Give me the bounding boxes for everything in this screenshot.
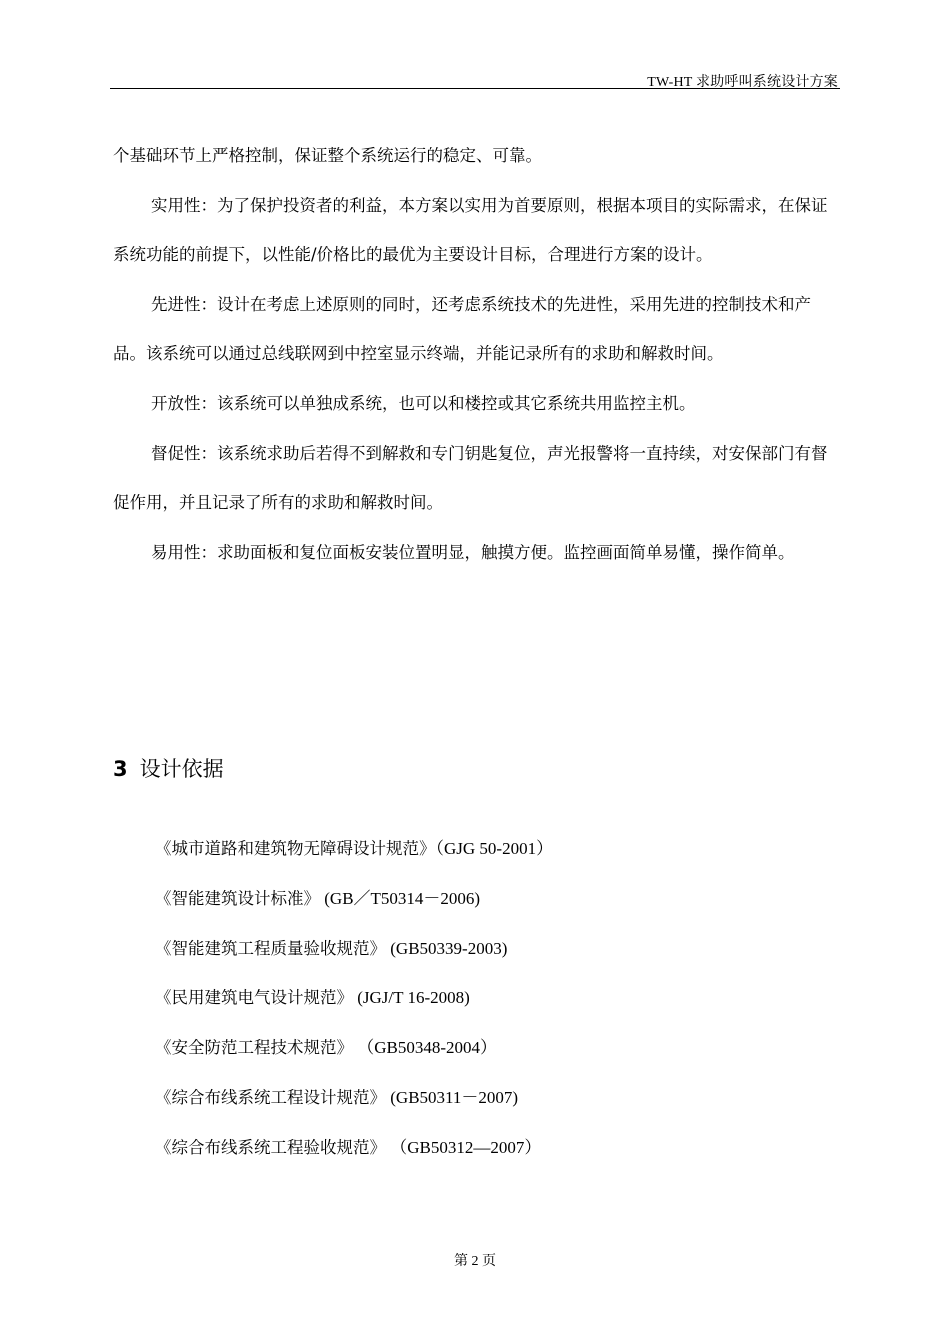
reference-title: 《民用建筑电气设计规范》 bbox=[155, 988, 353, 1008]
reference-list bbox=[155, 824, 553, 1173]
paragraph-openness: 开放性：该系统可以单独成系统，也可以和楼控或其它系统共用监控主机。 bbox=[151, 393, 696, 413]
reference-code: (GB50311－2007) bbox=[386, 1087, 519, 1107]
reference-title: 《城市道路和建筑物无障碍设计规范》 bbox=[155, 839, 436, 858]
reference-title: 《安全防范工程技术规范》 bbox=[155, 1038, 353, 1058]
reference-item bbox=[155, 824, 553, 874]
header-title: TW-HT 求助呼叫系统设计方案 bbox=[647, 75, 838, 90]
reference-title: 《综合布线系统工程设计规范》 bbox=[155, 1087, 386, 1107]
section-heading bbox=[113, 753, 224, 785]
reference-title: 《智能建筑设计标准》 bbox=[155, 888, 320, 908]
paragraph-supervision: 督促性：该系统求助后若得不到解救和专门钥匙复位，声光报警将一直持续，对安保部门有督促作用，并且记录了所有的求助和解救时间。 bbox=[113, 443, 828, 513]
section-title: 设计依据 bbox=[139, 757, 224, 781]
section-number: 3 bbox=[113, 757, 128, 781]
reference-code: （GB50312—2007） bbox=[386, 1137, 542, 1157]
reference-code: （GB50348-2004） bbox=[353, 1038, 498, 1058]
paragraph-practicality: 实用性：为了保护投资者的利益，本方案以实用为首要原则，根据本项目的实际需求，在保证系统功能的前提下，以性能/价格比的最优为主要设计目标，合理进行方案的设计。 bbox=[113, 195, 828, 265]
reference-code: (GB／T50314－2006) bbox=[320, 888, 481, 908]
reference-item bbox=[155, 1123, 553, 1173]
reference-code: （GJG 50-2001） bbox=[435, 839, 554, 858]
reference-title: 《智能建筑工程质量验收规范》 bbox=[155, 938, 386, 958]
reference-title: 《综合布线系统工程验收规范》 bbox=[155, 1137, 386, 1157]
reference-item bbox=[155, 874, 553, 924]
paragraph-continuation: 个基础环节上严格控制，保证整个系统运行的稳定、可靠。 bbox=[113, 146, 542, 165]
paragraph-usability: 易用性：求助面板和复位面板安装位置明显，触摸方便。监控画面简单易懂，操作简单。 bbox=[151, 542, 795, 562]
reference-code: (GB50339-2003) bbox=[386, 938, 508, 958]
header-divider bbox=[110, 88, 840, 89]
paragraph-advancement: 先进性：设计在考虑上述原则的同时，还考虑系统技术的先进性，采用先进的控制技术和产品。该系统可以通过总线联网到中控室显示终端，并能记录所有的求助和解救时间。 bbox=[113, 294, 811, 364]
body-text bbox=[113, 131, 840, 577]
reference-code: (JGJ/T 16-2008) bbox=[353, 988, 470, 1008]
reference-item bbox=[155, 924, 553, 974]
reference-item bbox=[155, 1023, 553, 1073]
reference-item bbox=[155, 1073, 553, 1123]
page-number: 第 2 页 bbox=[454, 1254, 496, 1269]
reference-item bbox=[155, 973, 553, 1023]
